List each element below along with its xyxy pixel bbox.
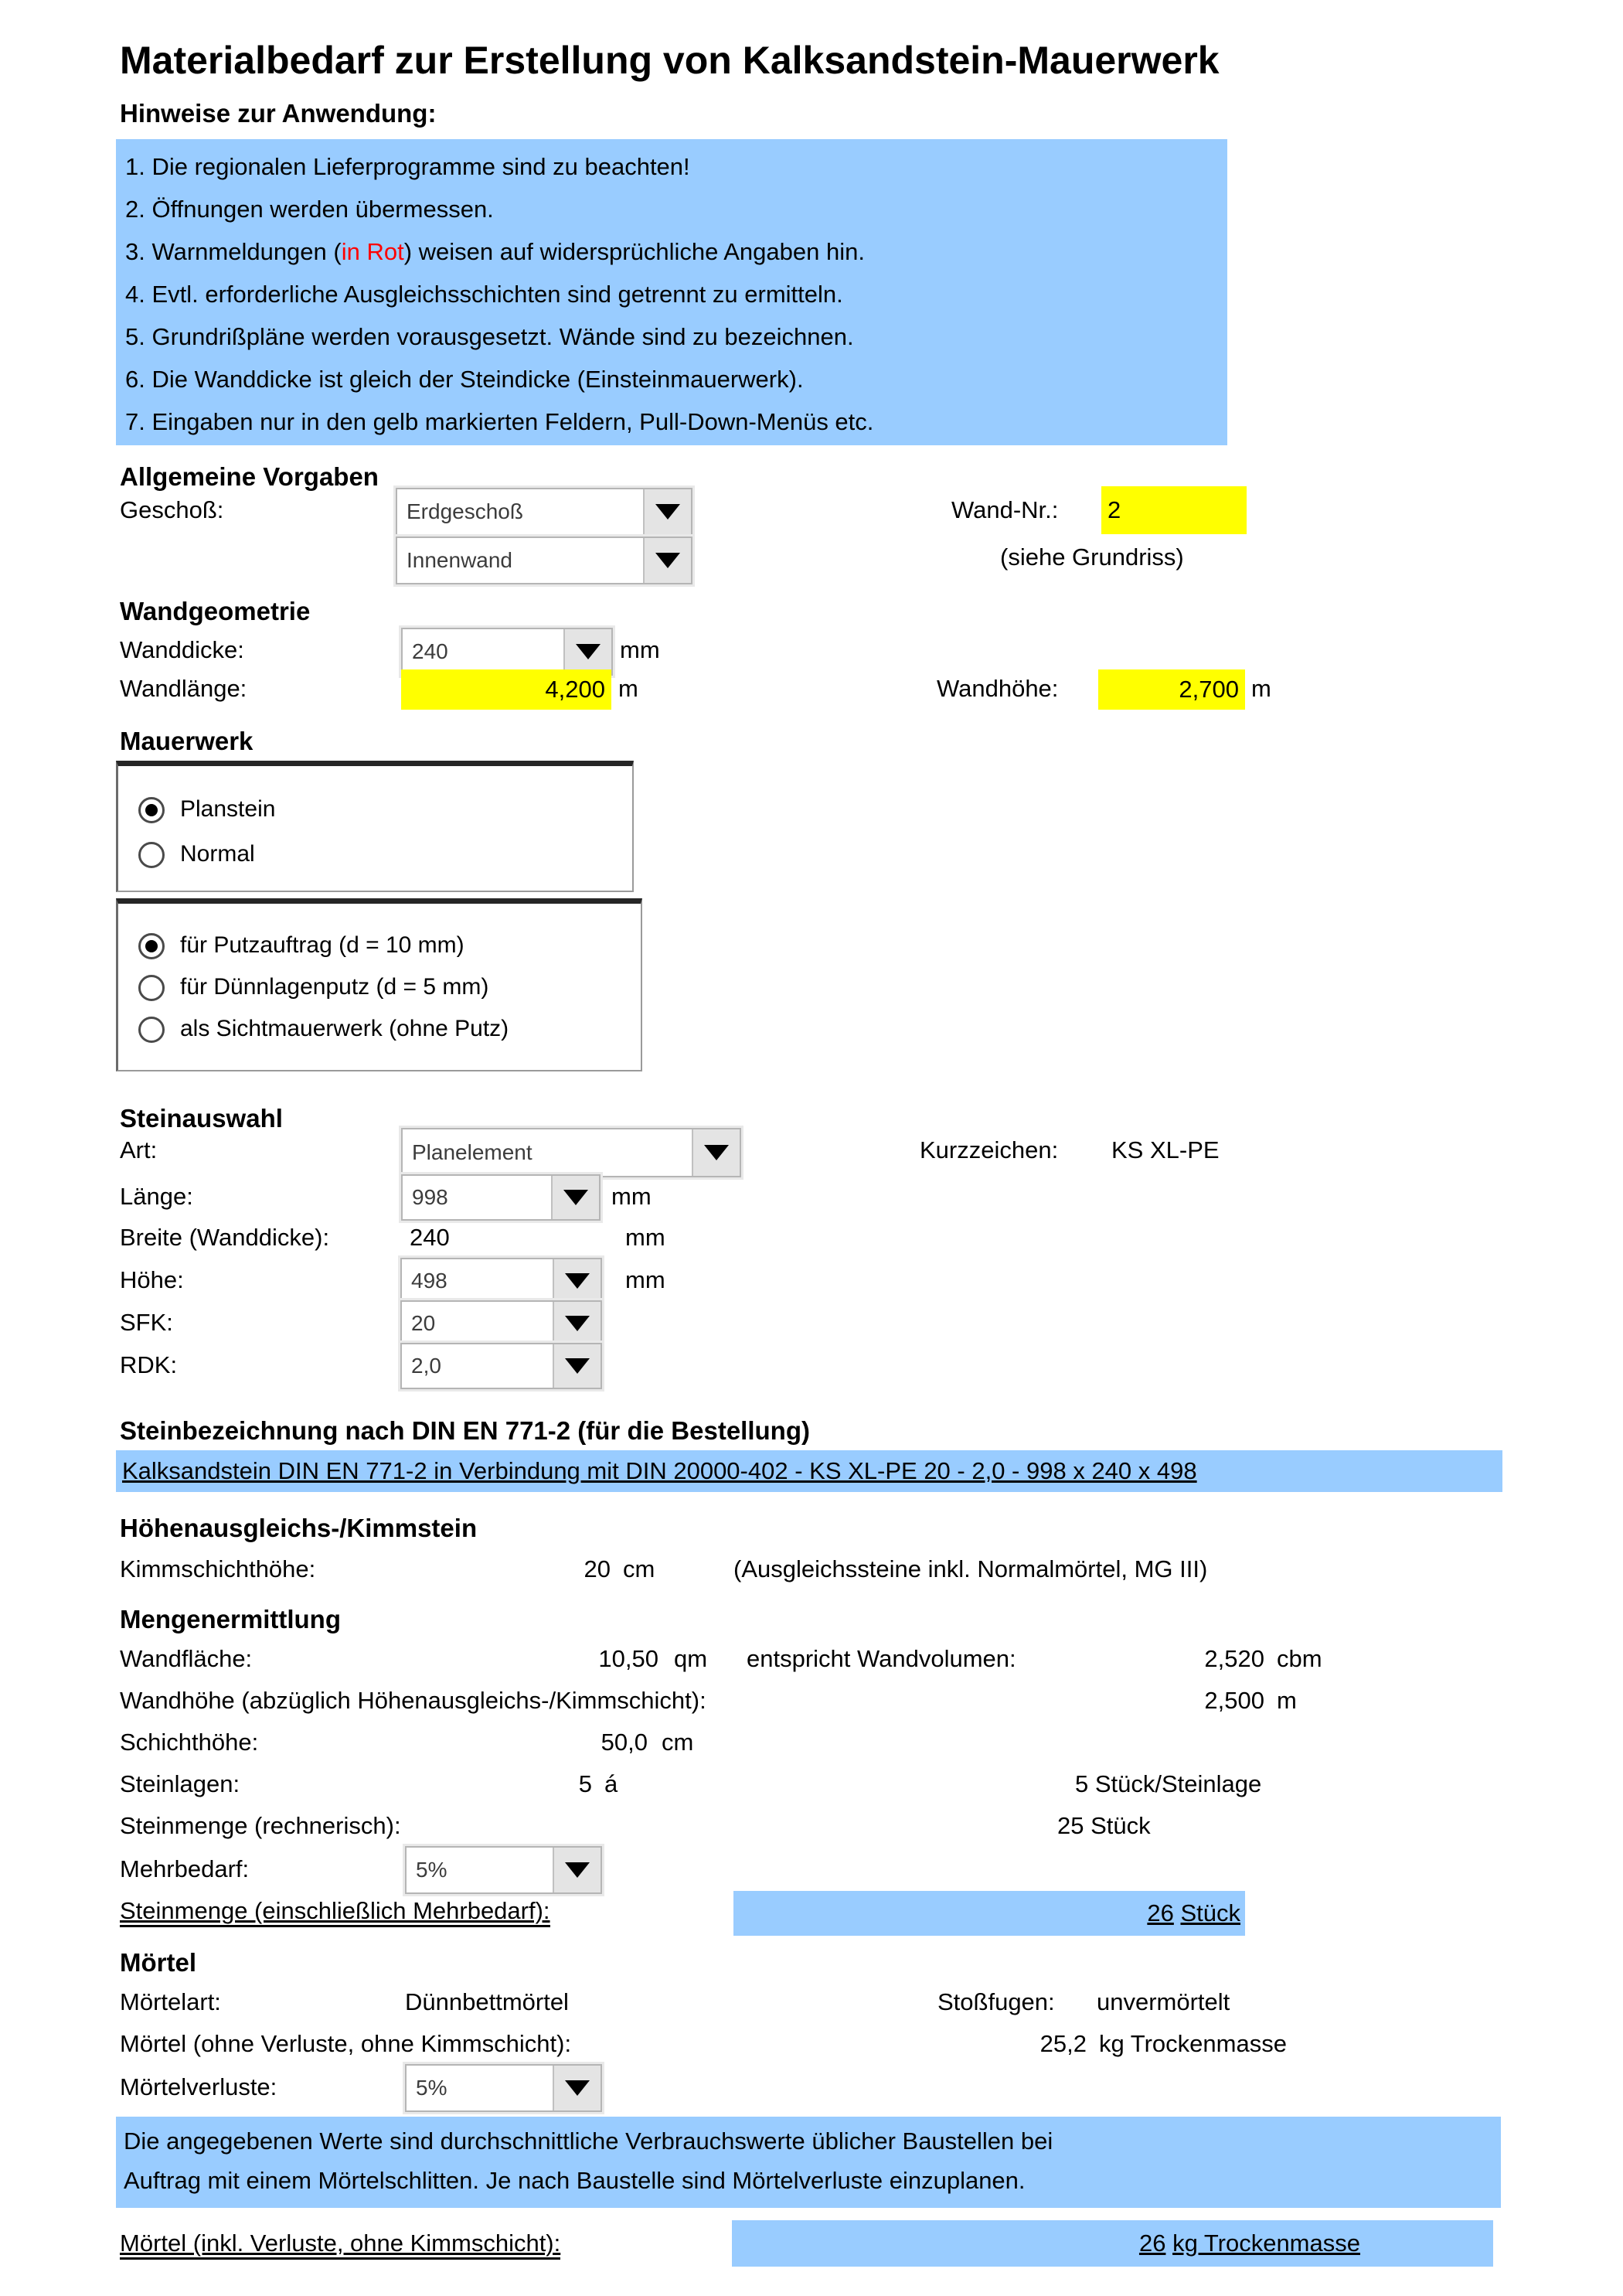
steinbezeichnung-heading: Steinbezeichnung nach DIN EN 771-2 (für die Bestellung) xyxy=(120,1416,810,1445)
laenge-value: 998 xyxy=(412,1185,448,1209)
radio-unchecked-icon xyxy=(138,975,165,1001)
hint-line-3 xyxy=(125,230,1227,273)
moertel-inkl-label: Mörtel (inkl. Verluste, ohne Kimmschicht): xyxy=(120,2230,560,2260)
radio-duennlagenputz[interactable] xyxy=(118,973,613,1003)
steinbezeichnung-text: Kalksandstein DIN EN 771-2 in Verbindung mit DIN 20000-402 - KS XL-PE 20 - 2,0 - 998 x 240 x 498 xyxy=(122,1457,1197,1484)
radio-putzauftrag-label: für Putzauftrag (d = 10 mm) xyxy=(180,932,464,958)
wandlaenge-input[interactable] xyxy=(401,669,611,710)
wandhoehe-unit: m xyxy=(1251,675,1271,702)
wandvolumen-unit: cbm xyxy=(1277,1645,1322,1672)
kurzzeichen-value: KS XL-PE xyxy=(1111,1136,1220,1163)
steinmenge-gesamt-result xyxy=(733,1891,1245,1936)
steinmenge-gesamt-unit: Stück xyxy=(1180,1899,1240,1926)
wandvolumen-value: 2,520 xyxy=(1204,1645,1264,1672)
kimmstein-heading: Höhenausgleichs-/Kimmstein xyxy=(120,1514,478,1542)
putz-groupbox xyxy=(116,898,642,1071)
wandhoehe-label: Wandhöhe: xyxy=(937,675,1059,702)
hint-line-2: 2. Öffnungen werden übermessen. xyxy=(125,196,494,223)
chevron-down-icon xyxy=(576,644,601,659)
moertel-inkl-result xyxy=(732,2220,1493,2267)
dropdown-button xyxy=(551,1176,599,1219)
wandnr-value: 2 xyxy=(1108,496,1121,523)
wandgeometrie-heading: Wandgeometrie xyxy=(120,597,311,625)
laenge-label: Länge: xyxy=(120,1183,193,1210)
steinmenge-gesamt-value: 26 xyxy=(1147,1899,1174,1926)
hoehe-dropdown[interactable] xyxy=(400,1258,602,1304)
radio-normal-label: Normal xyxy=(180,841,255,867)
sfk-label: SFK: xyxy=(120,1309,173,1336)
moertel-note-line-1: Die angegebenen Werte sind durchschnittliche Verbrauchswerte üblicher Baustellen bei xyxy=(124,2127,1053,2155)
mehrbedarf-label: Mehrbedarf: xyxy=(120,1855,250,1882)
geschoss-label: Geschoß: xyxy=(120,496,224,523)
wandnr-note: (siehe Grundriss) xyxy=(1000,543,1184,571)
dropdown-button xyxy=(553,2066,601,2110)
moertel-heading: Mörtel xyxy=(120,1948,196,1977)
breite-label: Breite (Wanddicke): xyxy=(120,1224,330,1251)
rdk-dropdown[interactable] xyxy=(400,1343,602,1389)
hoehe-unit: mm xyxy=(625,1266,665,1293)
dropdown-button xyxy=(553,1259,601,1303)
steinart-groupbox xyxy=(116,761,634,892)
radio-unchecked-icon xyxy=(138,1017,165,1043)
moertelart-value: Dünnbettmörtel xyxy=(405,1988,569,2015)
chevron-down-icon xyxy=(565,1358,590,1374)
moertelart-label: Mörtelart: xyxy=(120,1988,221,2015)
steinmenge-value: 25 Stück xyxy=(1057,1812,1151,1839)
wandlaenge-unit: m xyxy=(618,675,638,702)
wandlaenge-value: 4,200 xyxy=(545,676,605,703)
kurzzeichen-label: Kurzzeichen: xyxy=(920,1136,1059,1163)
stossfugen-label: Stoßfugen: xyxy=(937,1988,1055,2015)
wandflaeche-label: Wandfläche: xyxy=(120,1645,253,1672)
radio-duennlagenputz-label: für Dünnlagenputz (d = 5 mm) xyxy=(180,974,489,1000)
wanddicke-unit: mm xyxy=(620,636,660,663)
steinlagen-value: 5 xyxy=(578,1770,592,1797)
steinlagen-per-layer: 5 Stück/Steinlage xyxy=(1075,1770,1262,1797)
rdk-value: 2,0 xyxy=(411,1354,441,1378)
wanddicke-value: 240 xyxy=(412,639,448,663)
dropdown-button xyxy=(553,1848,601,1892)
moertelverluste-dropdown[interactable] xyxy=(405,2064,602,2112)
stossfugen-value: unvermörtelt xyxy=(1097,1988,1230,2015)
schichthoehe-value: 50,0 xyxy=(601,1729,648,1756)
radio-unchecked-icon xyxy=(138,842,165,868)
radio-checked-icon xyxy=(138,797,165,823)
mengenermittlung-heading: Mengenermittlung xyxy=(120,1605,341,1633)
steinauswahl-heading: Steinauswahl xyxy=(120,1104,283,1133)
wandnr-label: Wand-Nr.: xyxy=(951,496,1059,523)
netto-wandhoehe-unit: m xyxy=(1277,1687,1297,1714)
hint-line-1: 1. Die regionalen Lieferprogramme sind zu beachten! xyxy=(125,153,690,180)
moertel-ohne-value: 25,2 xyxy=(1039,2030,1087,2057)
breite-unit: mm xyxy=(625,1224,665,1251)
sfk-dropdown[interactable] xyxy=(400,1300,602,1347)
art-label: Art: xyxy=(120,1136,158,1163)
kimmschichthoehe-unit: cm xyxy=(623,1555,655,1582)
laenge-dropdown[interactable] xyxy=(401,1174,601,1221)
wandhoehe-value: 2,700 xyxy=(1179,676,1239,703)
dropdown-button xyxy=(643,489,691,534)
steinbezeichnung-result xyxy=(116,1450,1502,1492)
radio-planstein[interactable] xyxy=(118,795,582,826)
radio-checked-icon xyxy=(138,933,165,959)
breite-value: 240 xyxy=(410,1224,450,1251)
chevron-down-icon xyxy=(563,1190,588,1205)
chevron-down-icon xyxy=(565,1316,590,1331)
moertel-inkl-unit: kg Trockenmasse xyxy=(1172,2230,1360,2257)
wandnr-input[interactable] xyxy=(1101,486,1247,534)
radio-putzauftrag[interactable] xyxy=(118,931,613,962)
page-title: Materialbedarf zur Erstellung von Kalksandstein-Mauerwerk xyxy=(120,39,1220,82)
kimmschichthoehe-value: 20 xyxy=(584,1555,611,1582)
moertelverluste-value: 5% xyxy=(416,2076,447,2100)
hint-line-3-red-text: in Rot xyxy=(341,238,404,265)
hoehe-value: 498 xyxy=(411,1269,447,1293)
wandvolumen-label: entspricht Wandvolumen: xyxy=(747,1645,1016,1672)
chevron-down-icon xyxy=(655,504,680,519)
wandlaenge-label: Wandlänge: xyxy=(120,675,247,702)
chevron-down-icon xyxy=(565,2080,590,2096)
hint-line-5: 5. Grundrißpläne werden vorausgesetzt. Wände sind zu bezeichnen. xyxy=(125,323,854,350)
radio-planstein-label: Planstein xyxy=(180,796,276,822)
rdk-label: RDK: xyxy=(120,1351,178,1378)
netto-wandhoehe-value: 2,500 xyxy=(1204,1687,1264,1714)
wandtyp-dropdown[interactable] xyxy=(396,537,692,584)
dropdown-button xyxy=(643,538,691,583)
moertel-ohne-unit: kg Trockenmasse xyxy=(1099,2030,1287,2057)
steinlagen-suffix: á xyxy=(604,1770,618,1797)
schichthoehe-unit: cm xyxy=(662,1729,694,1756)
wandflaeche-value: 10,50 xyxy=(598,1645,658,1672)
steinmenge-label: Steinmenge (rechnerisch): xyxy=(120,1812,401,1839)
dropdown-button xyxy=(692,1129,740,1176)
hint-line-3-prefix: 3. Warnmeldungen ( xyxy=(125,238,342,265)
radio-normal[interactable] xyxy=(118,840,582,870)
geschoss-dropdown[interactable] xyxy=(396,488,692,536)
wandflaeche-unit: qm xyxy=(674,1645,708,1672)
mehrbedarf-value: 5% xyxy=(416,1858,447,1882)
wanddicke-label: Wanddicke: xyxy=(120,636,244,663)
mauerwerk-heading: Mauerwerk xyxy=(120,727,253,755)
mehrbedarf-dropdown[interactable] xyxy=(405,1846,602,1894)
dropdown-button xyxy=(553,1344,601,1388)
art-value: Planelement xyxy=(412,1140,532,1164)
hint-line-3-suffix: ) weisen auf widersprüchliche Angaben hin. xyxy=(403,238,865,265)
laenge-unit: mm xyxy=(611,1183,652,1210)
hinweise-heading: Hinweise zur Anwendung: xyxy=(120,99,437,128)
dropdown-button xyxy=(563,629,611,674)
moertelverluste-label: Mörtelverluste: xyxy=(120,2073,277,2100)
wandtyp-value: Innenwand xyxy=(407,548,513,572)
chevron-down-icon xyxy=(565,1273,590,1289)
sfk-value: 20 xyxy=(411,1311,436,1335)
moertel-note-line-2: Auftrag mit einem Mörtelschlitten. Je nach Baustelle sind Mörtelverluste einzuplanen. xyxy=(124,2167,1026,2194)
moertel-inkl-value: 26 xyxy=(1138,2230,1166,2257)
kimmschichthoehe-label: Kimmschichthöhe: xyxy=(120,1555,316,1582)
radio-sichtmauerwerk[interactable] xyxy=(118,1014,613,1045)
moertel-ohne-label: Mörtel (ohne Verluste, ohne Kimmschicht): xyxy=(120,2030,572,2057)
chevron-down-icon xyxy=(704,1145,729,1160)
steinmenge-gesamt-label: Steinmenge (einschließlich Mehrbedarf): xyxy=(120,1897,550,1927)
hinweise-box xyxy=(116,139,1227,445)
geschoss-value: Erdgeschoß xyxy=(407,499,523,523)
schichthoehe-label: Schichthöhe: xyxy=(120,1729,259,1756)
dropdown-button xyxy=(553,1302,601,1345)
moertel-note-box xyxy=(116,2117,1501,2208)
hint-line-6: 6. Die Wanddicke ist gleich der Steindicke (Einsteinmauerwerk). xyxy=(125,366,804,393)
wanddicke-dropdown[interactable] xyxy=(401,628,613,676)
hint-line-4: 4. Evtl. erforderliche Ausgleichsschichten sind getrennt zu ermitteln. xyxy=(125,281,843,308)
wandhoehe-input[interactable] xyxy=(1098,669,1245,710)
kimmstein-note: (Ausgleichssteine inkl. Normalmörtel, MG III) xyxy=(733,1555,1208,1582)
chevron-down-icon xyxy=(655,553,680,568)
chevron-down-icon xyxy=(565,1862,590,1878)
netto-wandhoehe-label: Wandhöhe (abzüglich Höhenausgleichs-/Kimmschicht): xyxy=(120,1687,706,1714)
art-dropdown[interactable] xyxy=(401,1128,741,1177)
hoehe-label: Höhe: xyxy=(120,1266,184,1293)
radio-sichtmauerwerk-label: als Sichtmauerwerk (ohne Putz) xyxy=(180,1016,509,1041)
hint-line-7: 7. Eingaben nur in den gelb markierten Feldern, Pull-Down-Menüs etc. xyxy=(125,408,874,435)
steinlagen-label: Steinlagen: xyxy=(120,1770,240,1797)
allgemein-heading: Allgemeine Vorgaben xyxy=(120,462,379,491)
